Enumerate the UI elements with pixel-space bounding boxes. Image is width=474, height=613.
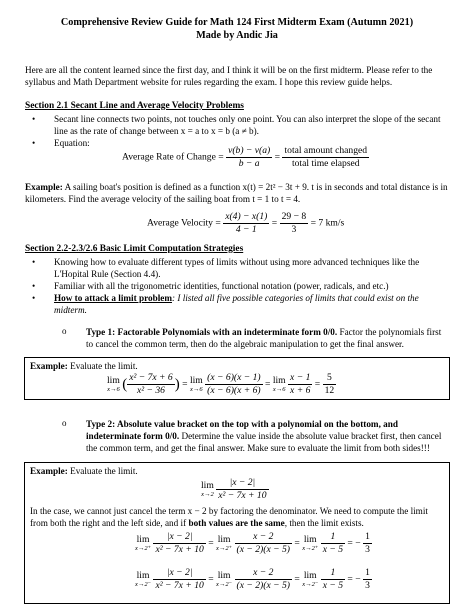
document-title: Comprehensive Review Guide for Math 124 First Midterm Exam (Autumn 2021) — [60, 17, 414, 28]
section-2-1-heading: Section 2.1 Secant Line and Average Velocity Problems — [25, 101, 244, 111]
type-2-description: Type 2: Absolute value bracket on the top with a polynomial on the bottom, and indeterminate form 0/0. Determine the value inside the absolute value bracket first, then cancel the common term, and get the final answer. Make sure to evaluate the limit from both sides!!! — [86, 419, 442, 454]
bullet-icon: • — [32, 293, 36, 303]
secant-line-text: Secant line connects two points, not touches only one point. You can also interpret the slope of the secant line as the rate of change between x = a to x = b (a ≠ b). — [54, 114, 441, 137]
average-rate-equation: Average Rate of Change = $\frac{v(b) - v(a)}{b - a}$ = $\frac{\text{total amount changed}}{\text{total time elapsed}}$ — [122, 145, 368, 169]
rate-fraction: $\frac{v(b) - v(a)}{b - a}$ — [228, 145, 271, 169]
type-1-description: Type 1: Factorable Polynomials with an indeterminate form 0/0. Factor the polynomials first to cancel the common term, then do the algebraic manipulation to get the final answer. — [86, 327, 442, 350]
bullet-icon: • — [32, 114, 36, 124]
document-author: Made by Andic Jia — [196, 30, 278, 41]
example-sailing-boat: Example: A sailing boat's position is defined as a function x(t) = 2t² − 3t + 9. t is in seconds and total distance is in kilometers. Find the average velocity of the sailing boat from t = 1 to t = 4. — [25, 182, 448, 205]
bullet-icon: • — [32, 281, 36, 291]
rate-word-fraction: $\frac{\text{total amount changed}}{\text{total time elapsed}}$ — [284, 145, 368, 169]
circle-bullet-icon: o — [62, 326, 67, 336]
example-1-math: lim x→6 ( $\frac{\text{x² − 7x + 6}}{\text{x² − 36}}$ ) = lim x→6 $\frac{(x - 6)(x - 1)}{(x - 6)(x + 6)}$ = lim x→6 $\frac{x - 1}{x + 6}$ = $\frac{5}{12}$ — [107, 372, 335, 396]
average-rate-label: Average Rate of Change = — [122, 151, 224, 163]
attack-limit-text: How to attack a limit problem: I listed all five possible categories of limits that could exist on the midterm. — [54, 293, 419, 316]
circle-bullet-icon: o — [62, 418, 67, 428]
section-2-2-heading: Section 2.2-2.3/2.6 Basic Limit Computation Strategies — [25, 244, 244, 254]
right-hand-limit: lim x→2⁺ $\frac{|x - 2|}{\text{x² − 7x + 10}}$ = lim x→2⁺ $\frac{x - 2}{(x - 2)(x - 5)}$ = lim x→2⁺ $\frac{1}{x - 5}$ = − $\frac{1}{3}$ — [135, 531, 370, 555]
equation-label: Equation: — [54, 138, 90, 148]
example-2-explanation: In the case, we cannot just cancel the term x − 2 by factoring the denominator. We need to compute the limit from both the right and the left side, and if both values are the same, then the limit exists. — [30, 506, 428, 529]
example-2-box — [24, 462, 450, 604]
left-hand-limit: lim x→2⁻ $\frac{|x - 2|}{\text{x² − 7x + 10}}$ = lim x→2⁻ $\frac{x - 2}{(x - 2)(x - 5)}$ = lim x→2⁻ $\frac{1}{x - 5}$ = − $\frac{1}{3}$ — [135, 567, 370, 591]
intro-paragraph: Here are all the content learned since the first day, and I think it will be on the first midterm. Please refer to the syllabus and Math Department website for rules regarding the exam. I hope this review guide helps. — [25, 65, 433, 88]
example-2-math: lim x→2 $\frac{|x - 2|}{\text{x² − 7x + 10}}$ — [201, 477, 267, 501]
example-1-box — [24, 357, 450, 400]
bullet-icon: • — [32, 257, 36, 267]
example-2-label: Example: Evaluate the limit. — [30, 466, 138, 476]
trig-identities-text: Familiar with all the trigonometric identities, functional notation (power, radicals, and etc.) — [54, 281, 389, 291]
average-velocity-equation: Average Velocity = $\frac{x(4) - x(1)}{4 - 1}$ = $\frac{29 - 8}{3}$ = 7 km/s — [147, 211, 345, 235]
bullet-icon: • — [32, 138, 36, 148]
example-1-label: Example: Evaluate the limit. — [30, 361, 138, 371]
limits-knowledge-text: Knowing how to evaluate different types of limits without using more advanced techniques like the L'Hopital Rule (Section 4.4). — [54, 257, 420, 280]
